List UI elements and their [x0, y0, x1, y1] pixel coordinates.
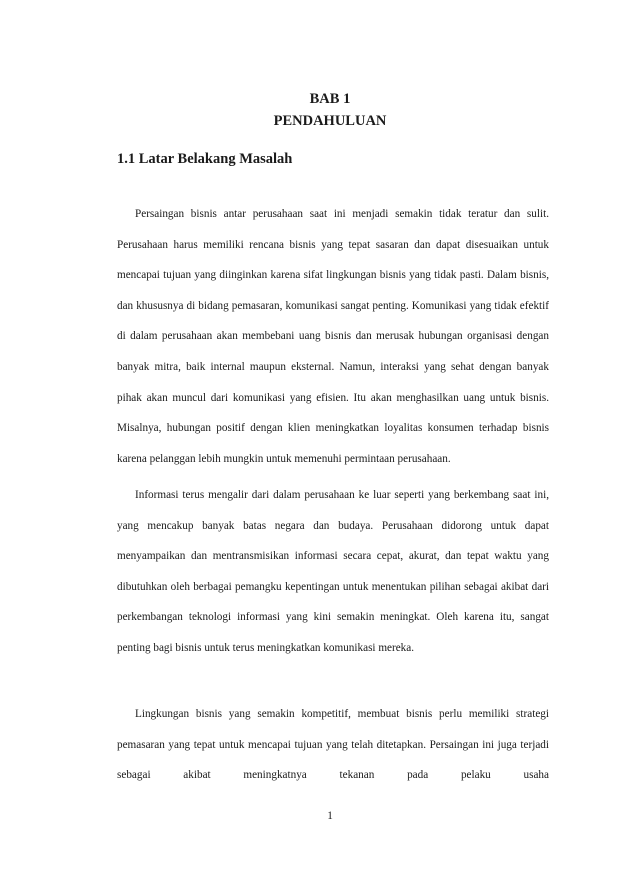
paragraph-2: Informasi terus mengalir dari dalam perusahaan ke luar seperti yang berkembang saat ini, yang mencakup banyak batas negara dan budaya. Perusahaan didorong untuk dapat menyampaikan dan mentransmisikan informasi secara cepat, akurat, dan tepat waktu yang dibutuhkan oleh berbagai pemangku kepentingan untuk menentukan pilihan sebagai akibat dari perkembangan teknologi informasi yang kini semakin meningkat. Oleh karena itu, sangat penting bagi bisnis untuk terus meningkatkan komunikasi mereka. [117, 489, 549, 654]
chapter-title: PENDAHULUAN [273, 113, 387, 129]
paragraph-1: Persaingan bisnis antar perusahaan saat ini menjadi semakin tidak teratur dan sulit. Perusahaan harus memiliki rencana bisnis yang tepat sasaran dan dapat disesuaikan untuk mencapai tujuan yang diinginkan karena sifat lingkungan bisnis yang tidak pasti. Dalam bisnis, dan khususnya di bidang pemasaran, komunikasi sangat penting. Komunikasi yang tidak efektif di dalam perusahaan akan membebani uang bisnis dan merusak hubungan organisasi dengan banyak mitra, baik internal maupun eksternal. Namun, interaksi yang sehat dengan banyak pihak akan muncul dari komunikasi yang efisien. Itu akan menghasilkan uang untuk bisnis. Misalnya, hubungan positif dengan klien meningkatkan loyalitas konsumen terhadap bisnis karena pelanggan lebih mungkin untuk memenuhi permintaan perusahaan. [117, 208, 549, 465]
chapter-number: BAB 1 [309, 91, 351, 107]
paragraph-3: Lingkungan bisnis yang semakin kompetitif, membuat bisnis perlu memiliki strategi pemasaran yang tepat untuk mencapai tujuan yang telah ditetapkan. Persaingan ini juga terjadi sebagai akibat meningkatnya tekanan pada pelaku usaha [117, 708, 549, 782]
section-heading: 1.1 Latar Belakang Masalah [117, 151, 293, 167]
page-number: 1 [327, 810, 333, 822]
